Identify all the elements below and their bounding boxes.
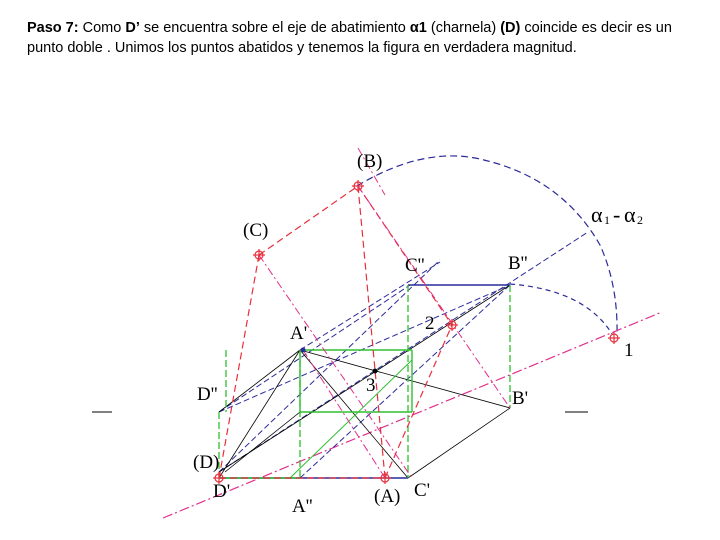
caption-bold-3: (D): [500, 20, 521, 36]
rabatment-arc: [357, 156, 617, 334]
label-3: 3: [366, 375, 376, 396]
label-a1: A': [290, 323, 308, 344]
red-line-c-d: [219, 255, 259, 478]
label-c2: C'': [405, 255, 425, 276]
label-a-rabatted: (A): [374, 486, 401, 507]
label-b1: B': [512, 388, 529, 409]
point-c-rabatted: [253, 249, 265, 261]
caption-text-4: coincide es decir es un punto doble . Unimos los puntos abatidos y tenemos la figura en verdadera magnitud.: [27, 20, 672, 56]
point-3-dot: [373, 369, 378, 374]
black-line-7: [225, 412, 300, 472]
label-alpha-sub-2: 2: [637, 213, 643, 227]
point-markers: [213, 180, 620, 484]
label-d2: D'': [197, 384, 218, 405]
magenta-line-a: [303, 350, 385, 478]
label-alpha-2: α: [624, 202, 636, 227]
black-line-3: [408, 408, 510, 478]
label-c1: C': [414, 480, 431, 501]
label-2: 2: [425, 313, 435, 334]
label-1: 1: [624, 340, 634, 361]
black-line-4: [219, 350, 300, 412]
red-line-c-b: [259, 186, 358, 255]
point-a1-dot: [301, 348, 306, 353]
label-alpha-plane: [591, 202, 643, 227]
point-1: [608, 332, 620, 344]
black-line-5: [219, 350, 300, 478]
caption-text-2: se encuentra sobre el eje de abatimiento: [139, 20, 410, 36]
caption-bold-1: D’: [125, 20, 140, 36]
point-b-rabatted: [352, 180, 364, 192]
label-alpha-dash: -: [613, 202, 621, 227]
label-c-rabatted: (C): [243, 220, 269, 241]
magenta-line-c: [259, 255, 412, 478]
caption-step: Paso 7:: [27, 20, 79, 36]
caption-text-3: (charnela): [426, 20, 501, 36]
black-line-6: [300, 350, 408, 478]
label-b2: B'': [508, 253, 528, 274]
label-d-rabatted: (D): [193, 452, 220, 473]
label-b-rabatted: (B): [357, 151, 383, 172]
small-arc: [510, 284, 612, 334]
label-d1: D': [213, 481, 231, 502]
caption-bold-2: α1: [409, 20, 427, 36]
point-a-rabatted: [379, 472, 391, 484]
point-2: [446, 319, 458, 331]
caption-text-1: Como: [78, 20, 126, 36]
label-a2: A'': [292, 496, 313, 517]
blue-line-4: [219, 285, 410, 412]
label-alpha-1: α: [591, 202, 603, 227]
label-alpha-sub-1: 1: [604, 213, 610, 227]
green-diagonal: [290, 360, 412, 478]
